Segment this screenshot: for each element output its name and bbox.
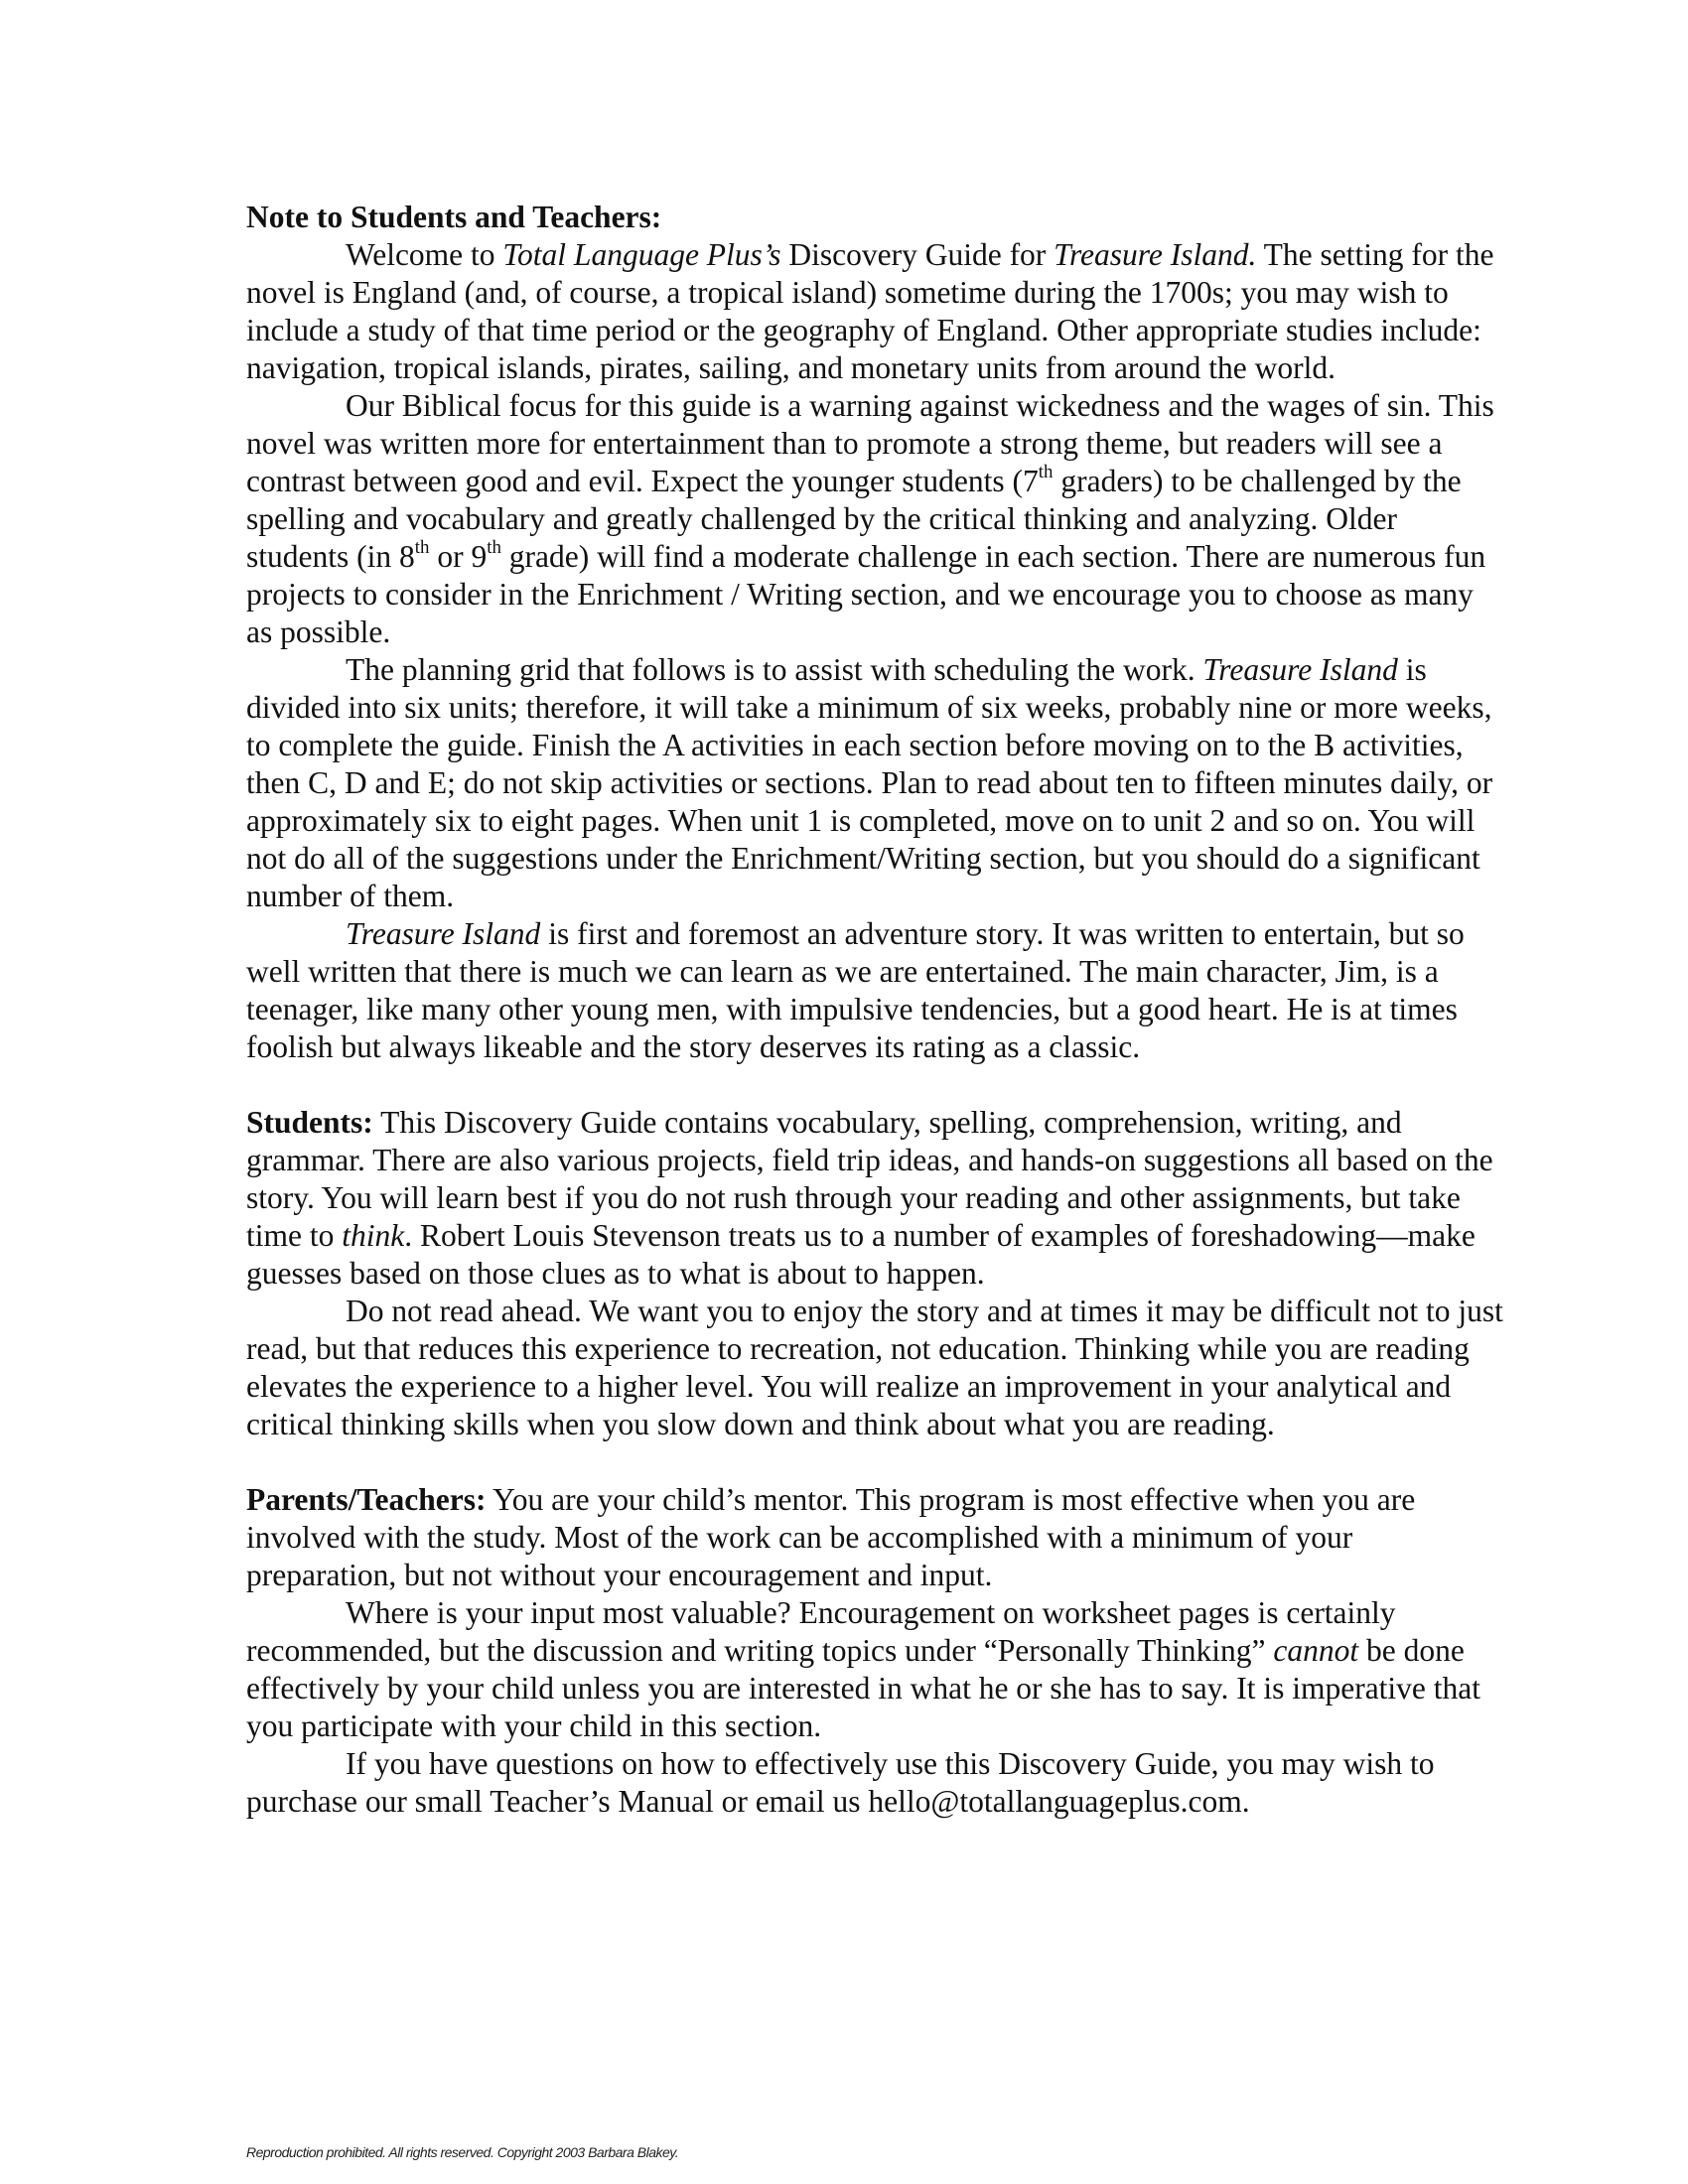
copyright-footer: Reproduction prohibited. All rights reserved. Copyright 2003 Barbara Blakey. bbox=[246, 2144, 679, 2160]
text-run: Where is your input most valuable? Encouragement on worksheet pages is certainly recommended, but the discussion and writing topics under “Personally Thinking” bbox=[246, 1595, 1396, 1668]
text-run: The planning grid that follows is to assist with scheduling the work. bbox=[346, 652, 1203, 687]
parents-section bbox=[246, 1481, 1507, 1821]
superscript: th bbox=[1038, 461, 1054, 482]
parents-paragraph-1 bbox=[246, 1481, 1507, 1594]
note-paragraph-3 bbox=[246, 651, 1507, 915]
text-run: Welcome to bbox=[346, 237, 503, 272]
text-run: Discovery Guide for bbox=[780, 237, 1055, 272]
students-paragraph-2: Do not read ahead. We want you to enjoy the story and at times it may be difficult not to just read, but that reduces this experience to recreation, not education. Thinking while you are reading elevates the experience to a higher level. You will realize an improvement in your analytical and critical thinking skills when you slow down and think about what you are reading. bbox=[246, 1294, 1503, 1441]
text-run: You are your child’s mentor. This program is most effective when you are involved with the study. Most of the work can be accomplished with a minimum of your preparation, but not without your encouragement and input. bbox=[246, 1482, 1416, 1592]
text-run: grade) will find a moderate challenge in each section. There are numerous fun projects to consider in the Enrichment / Writing section, and we encourage you to choose as many as possible. bbox=[246, 539, 1486, 649]
parents-paragraph-2 bbox=[246, 1594, 1507, 1745]
text-run: is divided into six units; therefore, it will take a minimum of six weeks, probably nine or more weeks, to complete the guide. Finish the A activities in each section before moving on to the B activities, then C, D and E; do not skip activities or sections. Plan to read about ten to fifteen minutes daily, or approximately six to eight pages. When unit 1 is completed, move on to unit 2 and so on. You will not do all of the suggestions under the Enrichment/Writing section, but you should do a significant number of them. bbox=[246, 652, 1493, 913]
book-title: Treasure Island bbox=[346, 916, 541, 951]
document-page bbox=[246, 199, 1507, 1821]
emphasis: cannot bbox=[1273, 1633, 1359, 1668]
note-section bbox=[246, 199, 1507, 1066]
note-paragraph-1 bbox=[246, 236, 1507, 387]
students-paragraph-1 bbox=[246, 1104, 1507, 1293]
text-run: be done effectively by your child unless you are interested in what he or she has to say. It is imperative that you participate with your child in this section. bbox=[246, 1633, 1481, 1743]
text-run: Our Biblical focus for this guide is a warning against wickedness and the wages of sin. This novel was written more for entertainment than to promote a strong theme, but readers will see a contrast between good and evil. Expect the younger students (7 bbox=[246, 388, 1494, 498]
students-section bbox=[246, 1104, 1507, 1443]
parents-paragraph-3: If you have questions on how to effectively use this Discovery Guide, you may wish to purchase our small Teacher’s Manual or email us hello@totallanguageplus.com. bbox=[246, 1746, 1435, 1819]
superscript: th bbox=[487, 536, 501, 558]
text-run: . Robert Louis Stevenson treats us to a number of examples of foreshadowing—make guesses based on those clues as to what is about to happen. bbox=[246, 1218, 1476, 1291]
note-paragraph-4 bbox=[246, 915, 1507, 1066]
parents-heading: Parents/Teachers: bbox=[246, 1482, 487, 1517]
book-title: Treasure Island. bbox=[1054, 237, 1257, 272]
book-title: Treasure Island bbox=[1202, 652, 1398, 687]
superscript: th bbox=[414, 536, 430, 558]
book-title: Total Language Plus’s bbox=[502, 237, 781, 272]
emphasis: think bbox=[342, 1218, 405, 1253]
text-run: graders) to be challenged by the spelling and vocabulary and greatly challenged by the critical thinking and analyzing. Older students (in 8 bbox=[246, 464, 1462, 574]
text-run: or 9 bbox=[429, 539, 488, 574]
text-run: is first and foremost an adventure story. It was written to entertain, but so well written that there is much we can learn as we are entertained. The main character, Jim, is a teenager, like many other young men, with impulsive tendencies, but a good heart. He is at times foolish but always likeable and the story deserves its rating as a classic. bbox=[246, 916, 1465, 1064]
note-paragraph-2 bbox=[246, 387, 1507, 651]
text-run: The setting for the novel is England (and, of course, a tropical island) sometime during the 1700s; you may wish to include a study of that time period or the geography of England. Other appropriate studies include: navigation, tropical islands, pirates, sailing, and monetary units from around the world. bbox=[246, 237, 1494, 385]
text-run: This Discovery Guide contains vocabulary, spelling, comprehension, writing, and grammar. There are also various projects, field trip ideas, and hands-on suggestions all based on the story. You will learn best if you do not rush through your reading and other assignments, but take time to bbox=[246, 1105, 1493, 1253]
students-heading: Students: bbox=[246, 1105, 373, 1140]
note-heading: Note to Students and Teachers: bbox=[246, 200, 662, 234]
